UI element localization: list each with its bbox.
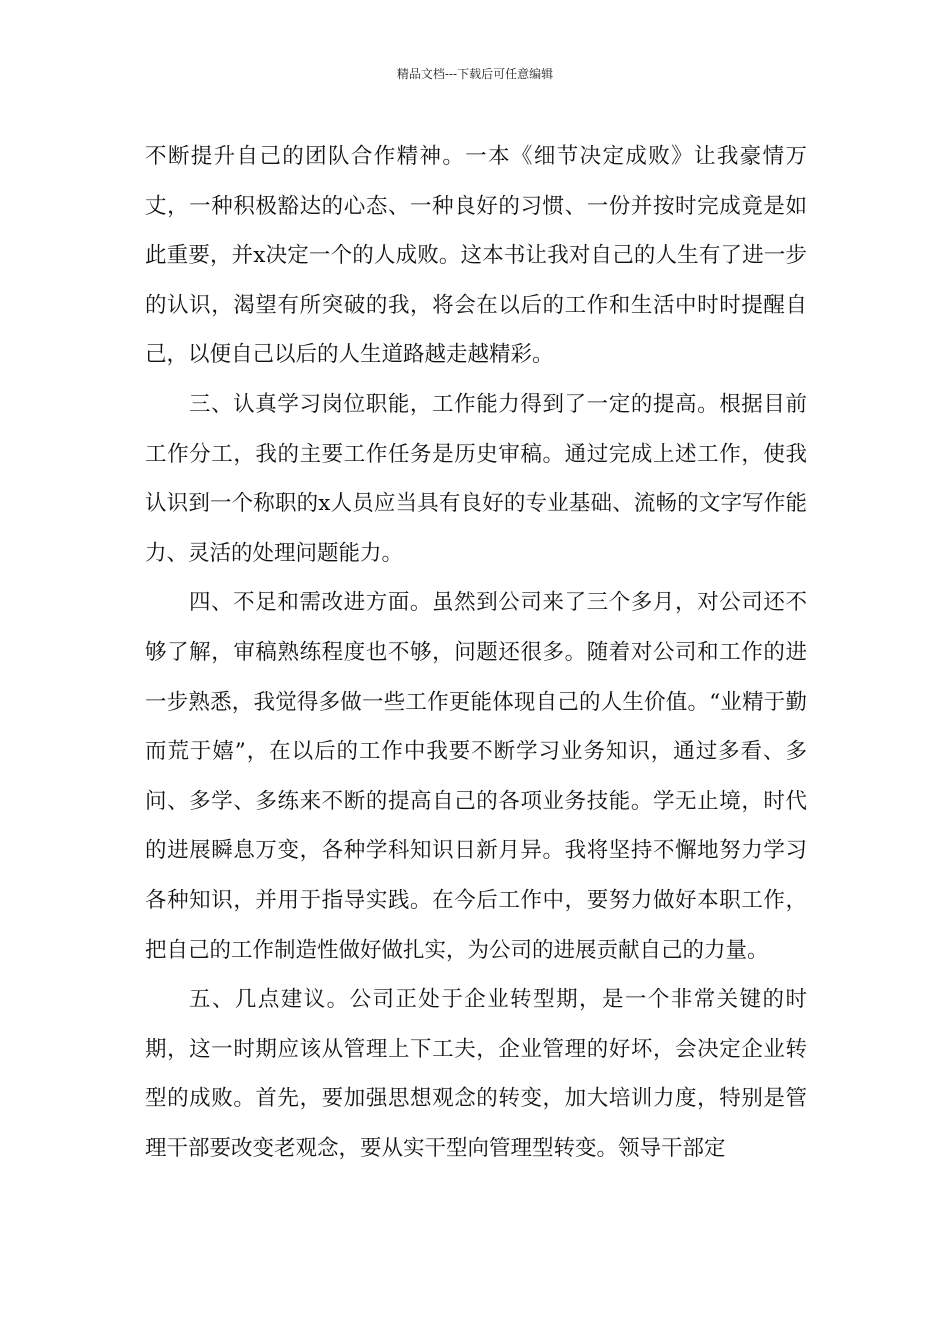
page-header: 精品文档---下载后可任意编辑 [396, 67, 554, 81]
paragraph-section-three: 三、认真学习岗位职能，工作能力得到了一定的提高。根据目前工作分工，我的主要工作任务是历史审稿。通过完成上述工作，使我认识到一个称职的x人员应当具有良好的专业基础、流畅的文字写作能力、灵活的处理问题能力。 [145, 391, 807, 566]
document-body [145, 132, 807, 1173]
paragraph-section-five: 五、几点建议。公司正处于企业转型期，是一个非常关键的时期，这一时期应该从管理上下工夫，企业管理的好坏，会决定企业转型的成败。首先，要加强思想观念的转变，加大培训力度，特别是管理干部要改变老观念，要从实干型向管理型转变。领导干部定 [145, 987, 807, 1161]
paragraph-section-four: 四、不足和需改进方面。虽然到公司来了三个多月，对公司还不够了解，审稿熟练程度也不够，问题还很多。随着对公司和工作的进一步熟悉，我觉得多做一些工作更能体现自己的人生价值。“业精于勤而荒于嬉”，在以后的工作中我要不断学习业务知识，通过多看、多问、多学、多练来不断的提高自己的各项业务技能。学无止境，时代的进展瞬息万变，各种学科知识日新月异。我将坚持不懈地努力学习各种知识，并用于指导实践。在今后工作中，要努力做好本职工作，把自己的工作制造性做好做扎实，为公司的进展贡献自己的力量。 [145, 590, 807, 963]
paragraph-continuation: 不断提升自己的团队合作精神。一本《细节决定成败》让我豪情万丈，一种积极豁达的心态、一种良好的习惯、一份并按时完成竟是如此重要，并x决定一个的人成败。这本书让我对自己的人生有了进一步的认识，渴望有所突破的我，将会在以后的工作和生活中时时提醒自己，以便自己以后的人生道路越走越精彩。 [145, 144, 807, 368]
